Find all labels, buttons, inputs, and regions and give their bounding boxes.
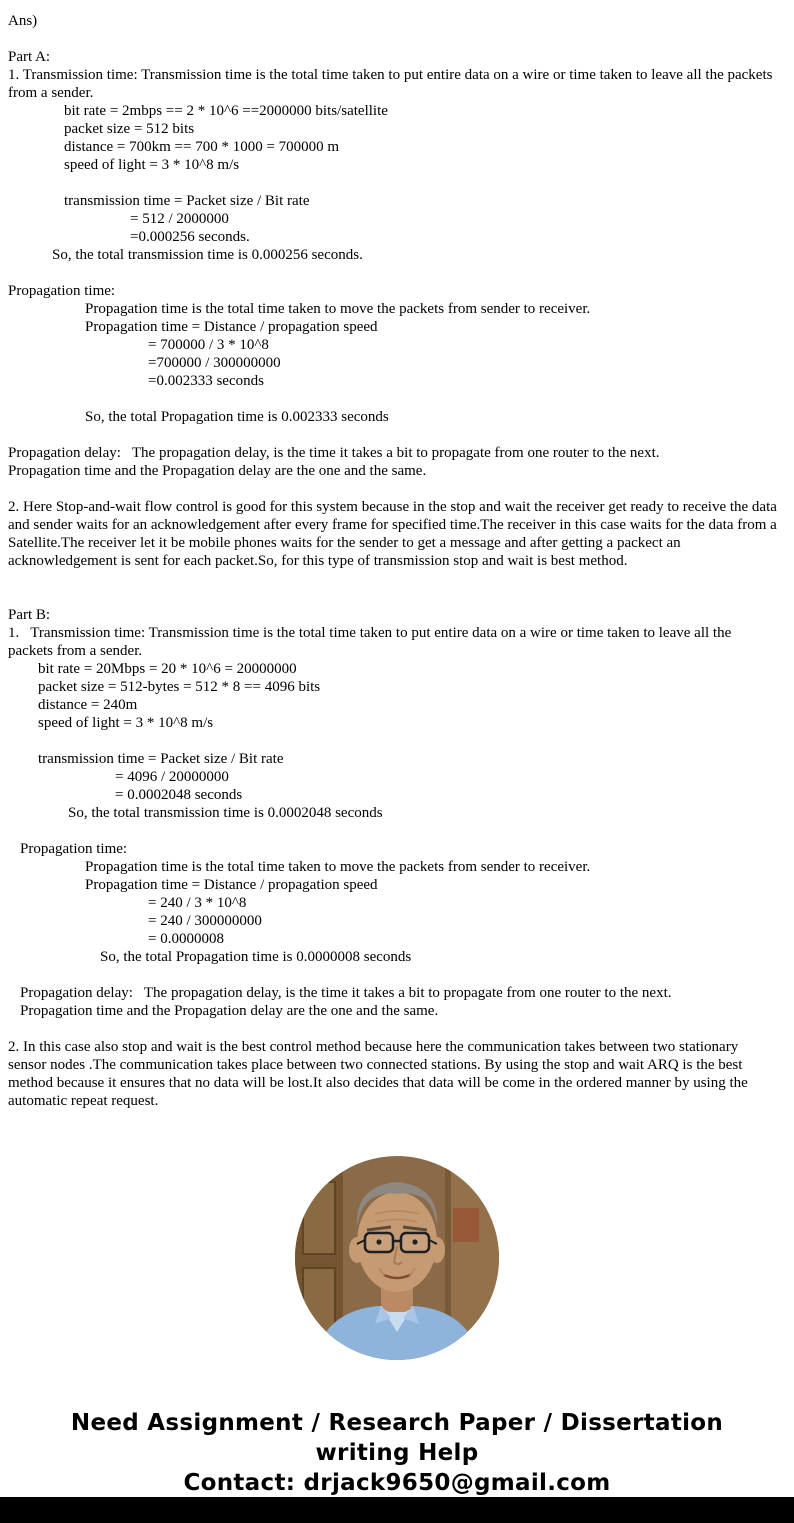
doc-line: So, the total transmission time is 0.000256 seconds. — [52, 247, 363, 263]
doc-blank-line — [8, 732, 778, 750]
doc-line: transmission time = Packet size / Bit rate — [38, 751, 284, 767]
doc-line: Propagation time = Distance / propagation speed — [85, 319, 378, 335]
footer-heading-line1: Need Assignment / Research Paper / Dissertation — [70, 1410, 724, 1436]
doc-blank-line — [8, 390, 778, 408]
doc-line: bit rate = 20Mbps = 20 * 10^6 = 20000000 — [38, 661, 297, 677]
doc-line: =700000 / 300000000 — [148, 355, 281, 371]
footer-heading-line2: writing Help — [315, 1440, 479, 1466]
doc-line: = 240 / 3 * 10^8 — [148, 895, 247, 911]
doc-line: Propagation time is the total time taken to move the packets from sender to receiver. — [85, 301, 591, 317]
doc-line: Propagation time is the total time taken to move the packets from sender to receiver. — [85, 859, 591, 875]
doc-line: =0.002333 seconds — [148, 373, 264, 389]
footer-contact-email: Contact: drjack9650@gmail.com — [183, 1470, 611, 1496]
doc-line: 2. Here Stop-and-wait flow control is good for this system because in the stop and wait the receiver get ready to receive the data and sender waits for an acknowledgement after every frame for specified time.The receiver in this case waits for the data from a Satellite.The receiver let it be mobile phones waits for the sender to get a message and after getting a packect an acknowledgement is sent for each packet.So, for this type of transmission stop and wait is best method. — [8, 499, 781, 569]
doc-line: 2. In this case also stop and wait is the best control method because here the communication takes between two stationary sensor nodes .The communication takes place between two connected stations. By using the stop and wait ARQ is the best method because it ensures that no data will be lost.It also decides that data will be come in the ordered manner by using the automatic repeat request. — [8, 1039, 752, 1109]
doc-blank-line — [8, 570, 778, 588]
doc-line: packet size = 512-bytes = 512 * 8 == 4096 bits — [38, 679, 321, 695]
advert-footer — [0, 1408, 794, 1498]
doc-line: distance = 240m — [38, 697, 138, 713]
doc-line: 1. Transmission time: Transmission time is the total time taken to put entire data on a wire or time taken to leave all the packets from a sender. — [8, 67, 777, 101]
doc-line: Propagation delay: The propagation delay, is the time it takes a bit to propagate from one router to the next. — [8, 445, 660, 461]
doc-line: transmission time = Packet size / Bit rate — [64, 193, 310, 209]
doc-blank-line — [8, 480, 778, 498]
doc-line: =0.000256 seconds. — [130, 229, 250, 245]
doc-line: = 512 / 2000000 — [130, 211, 229, 227]
doc-blank-line — [8, 588, 778, 606]
doc-line: Propagation delay: The propagation delay, is the time it takes a bit to propagate from one router to the next. — [20, 985, 672, 1001]
doc-blank-line — [8, 966, 778, 984]
doc-line: speed of light = 3 * 10^8 m/s — [38, 715, 214, 731]
doc-line: So, the total Propagation time is 0.0000008 seconds — [100, 949, 412, 965]
doc-blank-line — [8, 426, 778, 444]
person-photo-illustration — [295, 1156, 499, 1360]
doc-line: packet size = 512 bits — [64, 121, 195, 137]
doc-line: So, the total Propagation time is 0.002333 seconds — [85, 409, 389, 425]
doc-line: Part B: — [8, 607, 51, 623]
doc-line: = 700000 / 3 * 10^8 — [148, 337, 269, 353]
doc-line: Propagation time and the Propagation delay are the one and the same. — [8, 463, 427, 479]
tutor-photo — [295, 1156, 499, 1360]
doc-line: = 0.0002048 seconds — [115, 787, 243, 803]
doc-blank-line — [8, 822, 778, 840]
doc-line: So, the total transmission time is 0.0002048 seconds — [68, 805, 383, 821]
doc-line: Propagation time and the Propagation delay are the one and the same. — [20, 1003, 439, 1019]
doc-blank-line — [8, 174, 778, 192]
doc-line: distance = 700km == 700 * 1000 = 700000 m — [64, 139, 340, 155]
doc-line: 1. Transmission time: Transmission time is the total time taken to put entire data on a wire or time taken to leave all the packets from a sender. — [8, 625, 735, 659]
doc-line: Propagation time = Distance / propagation speed — [85, 877, 378, 893]
doc-blank-line — [8, 1020, 778, 1038]
doc-blank-line — [8, 30, 778, 48]
doc-line: Propagation time: — [20, 841, 128, 857]
doc-line: speed of light = 3 * 10^8 m/s — [64, 157, 240, 173]
doc-line: Ans) — [8, 13, 38, 29]
doc-line: Propagation time: — [8, 283, 116, 299]
doc-line: = 0.0000008 — [148, 931, 224, 947]
doc-line: = 4096 / 20000000 — [115, 769, 229, 785]
doc-line: bit rate = 2mbps == 2 * 10^6 ==2000000 bits/satellite — [64, 103, 388, 119]
doc-line: Part A: — [8, 49, 51, 65]
bottom-black-bar — [0, 1497, 794, 1523]
doc-line: = 240 / 300000000 — [148, 913, 262, 929]
doc-blank-line — [8, 264, 778, 282]
